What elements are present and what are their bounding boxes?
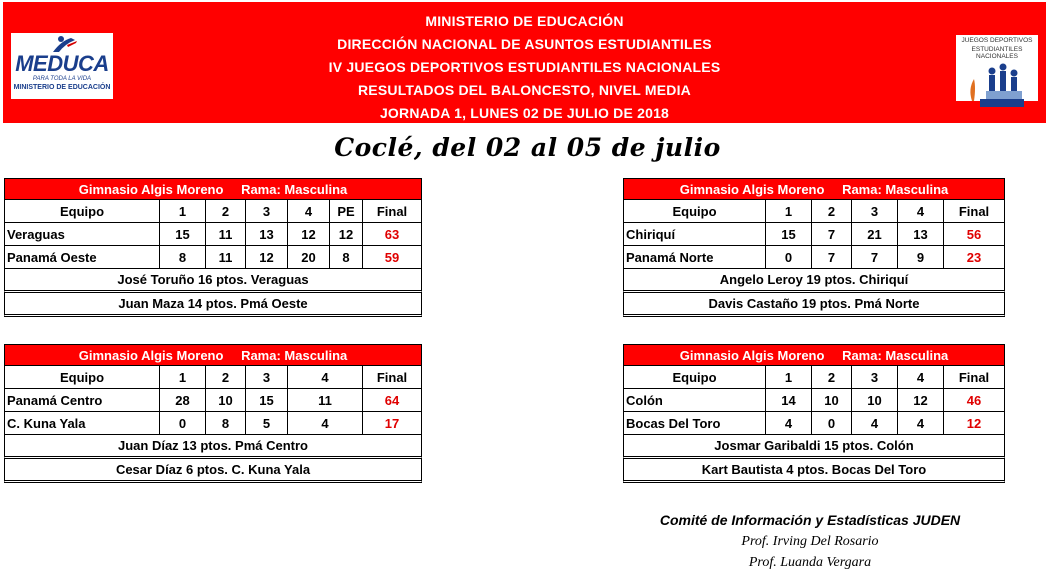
col-header-q3: 3 (852, 366, 898, 389)
credit-person: Prof. Irving Del Rosario (741, 534, 879, 549)
col-header-q3: 3 (246, 200, 288, 223)
score-table (623, 365, 1005, 435)
header-line-games: IV JUEGOS DEPORTIVOS ESTUDIANTILES NACIONALES (328, 59, 721, 75)
col-header-q4: 4 (898, 200, 944, 223)
col-header-q3: 3 (246, 366, 288, 389)
table-row (5, 223, 422, 246)
score-cell: 4 (766, 412, 812, 435)
credit-person: Prof. Luanda Vergara (748, 555, 872, 570)
score-cell: 0 (812, 412, 852, 435)
event-subtitle: Coclé, del 02 al 05 de julio (334, 133, 721, 162)
col-header-q4: 4 (288, 200, 330, 223)
header-line-date: JORNADA 1, LUNES 02 DE JULIO DE 2018 (379, 105, 670, 121)
col-header-final: Final (944, 200, 1005, 223)
header-line-direction: DIRECCIÓN NACIONAL DE ASUNTOS ESTUDIANTILES (337, 36, 712, 52)
venue-label: Gimnasio Algis Moreno (78, 348, 224, 363)
score-cell: 9 (898, 246, 944, 269)
team-name: C. Kuna Yala (5, 412, 160, 435)
header-line-results: RESULTADOS DEL BALONCESTO, NIVEL MEDIA (358, 82, 691, 98)
venue-label: Gimnasio Algis Moreno (78, 182, 224, 197)
score-cell: 4 (852, 412, 898, 435)
score-cell: 28 (160, 389, 206, 412)
col-header-final: Final (363, 366, 422, 389)
score-cell: 8 (206, 412, 246, 435)
game-title (623, 344, 1005, 365)
branch-label: Rama: Masculina (241, 348, 348, 363)
final-score: 63 (363, 223, 422, 246)
top-scorer-home: Josmar Garibaldi 15 ptos. Colón (623, 435, 1005, 459)
score-cell: 11 (206, 246, 246, 269)
score-cell: 15 (246, 389, 288, 412)
game-card-panama-centro-kuna-yala (4, 344, 422, 483)
score-cell: 7 (812, 223, 852, 246)
table-row (624, 412, 1005, 435)
score-cell: 10 (812, 389, 852, 412)
venue-label: Gimnasio Algis Moreno (679, 348, 825, 363)
game-card-colon-bocas-del-toro (623, 344, 1005, 483)
col-header-q3: 3 (852, 200, 898, 223)
score-cell: 10 (852, 389, 898, 412)
meduca-subtext: MINISTERIO DE EDUCACIÓN (13, 84, 111, 91)
col-header-q4: 4 (288, 366, 363, 389)
team-name: Colón (624, 389, 766, 412)
final-score: 17 (363, 412, 422, 435)
header-line-ministry: MINISTERIO DE EDUCACIÓN (425, 13, 624, 29)
col-header-team: Equipo (624, 366, 766, 389)
meduca-figure-icon (49, 35, 79, 53)
team-name: Chiriquí (624, 223, 766, 246)
game-title (4, 344, 422, 365)
score-cell: 20 (288, 246, 330, 269)
game-title (4, 178, 422, 199)
team-name: Veraguas (5, 223, 160, 246)
team-name: Panamá Oeste (5, 246, 160, 269)
col-header-q1: 1 (766, 200, 812, 223)
col-header-team: Equipo (5, 366, 160, 389)
meduca-logo (11, 33, 113, 99)
table-row (5, 389, 422, 412)
col-header-final: Final (363, 200, 422, 223)
score-cell: 4 (288, 412, 363, 435)
score-cell: 12 (246, 246, 288, 269)
meduca-tagline: PARA TODA LA VIDA (32, 76, 92, 82)
col-header-q2: 2 (812, 366, 852, 389)
top-scorer-away: Juan Maza 14 ptos. Pmá Oeste (4, 293, 422, 317)
committee-name: Comité de Información y Estadísticas JUDEN (659, 512, 961, 528)
game-card-veraguas-panama-oeste (4, 178, 422, 317)
col-header-team: Equipo (624, 200, 766, 223)
col-header-q2: 2 (206, 200, 246, 223)
score-cell: 5 (246, 412, 288, 435)
top-scorer-away: Davis Castaño 19 ptos. Pmá Norte (623, 293, 1005, 317)
col-header-team: Equipo (5, 200, 160, 223)
col-header-final: Final (944, 366, 1005, 389)
venue-label: Gimnasio Algis Moreno (679, 182, 825, 197)
final-score: 46 (944, 389, 1005, 412)
score-table (4, 199, 422, 269)
col-header-q1: 1 (160, 366, 206, 389)
podium-athletes-icon (962, 61, 1032, 109)
table-header-row (624, 200, 1005, 223)
col-header-q4: 4 (898, 366, 944, 389)
col-header-q1: 1 (766, 366, 812, 389)
score-cell: 7 (852, 246, 898, 269)
final-score: 64 (363, 389, 422, 412)
table-header-row (5, 366, 422, 389)
score-cell: 15 (160, 223, 206, 246)
score-cell: 8 (330, 246, 363, 269)
score-cell: 11 (288, 389, 363, 412)
score-cell: 13 (898, 223, 944, 246)
top-scorer-home: Angelo Leroy 19 ptos. Chiriquí (623, 269, 1005, 293)
score-cell: 14 (766, 389, 812, 412)
score-cell: 4 (898, 412, 944, 435)
game-title (623, 178, 1005, 199)
table-header-row (5, 200, 422, 223)
team-name: Panamá Norte (624, 246, 766, 269)
branch-label: Rama: Masculina (842, 182, 949, 197)
juden-logo (956, 35, 1038, 101)
score-cell: 21 (852, 223, 898, 246)
juden-logo-line2: ESTUDIANTILES NACIONALES (971, 46, 1023, 60)
score-cell: 13 (246, 223, 288, 246)
credits-block (600, 510, 1020, 573)
score-cell: 7 (812, 246, 852, 269)
score-table (623, 199, 1005, 269)
table-row (624, 246, 1005, 269)
table-row (5, 246, 422, 269)
score-cell: 0 (160, 412, 206, 435)
top-scorer-home: Juan Díaz 13 ptos. Pmá Centro (4, 435, 422, 459)
team-name: Panamá Centro (5, 389, 160, 412)
meduca-brand: MEDUCA (15, 51, 109, 76)
top-scorer-away: Kart Bautista 4 ptos. Bocas Del Toro (623, 459, 1005, 483)
game-card-chiriqui-panama-norte (623, 178, 1005, 317)
final-score: 12 (944, 412, 1005, 435)
score-cell: 12 (330, 223, 363, 246)
table-row (624, 223, 1005, 246)
score-cell: 11 (206, 223, 246, 246)
table-row (5, 412, 422, 435)
col-header-q2: 2 (812, 200, 852, 223)
branch-label: Rama: Masculina (241, 182, 348, 197)
team-name: Bocas Del Toro (624, 412, 766, 435)
final-score: 23 (944, 246, 1005, 269)
score-cell: 0 (766, 246, 812, 269)
final-score: 56 (944, 223, 1005, 246)
score-table (4, 365, 422, 435)
final-score: 59 (363, 246, 422, 269)
top-scorer-away: Cesar Díaz 6 ptos. C. Kuna Yala (4, 459, 422, 483)
header-banner (3, 2, 1046, 123)
score-cell: 12 (898, 389, 944, 412)
table-row (624, 389, 1005, 412)
score-cell: 10 (206, 389, 246, 412)
score-cell: 8 (160, 246, 206, 269)
header-lines (3, 10, 1046, 125)
col-header-q1: 1 (160, 200, 206, 223)
branch-label: Rama: Masculina (842, 348, 949, 363)
score-cell: 12 (288, 223, 330, 246)
col-header-ot: PE (330, 200, 363, 223)
table-header-row (624, 366, 1005, 389)
juden-logo-line1: JUEGOS DEPORTIVOS (961, 37, 1033, 44)
top-scorer-home: José Toruño 16 ptos. Veraguas (4, 269, 422, 293)
score-cell: 15 (766, 223, 812, 246)
col-header-q2: 2 (206, 366, 246, 389)
